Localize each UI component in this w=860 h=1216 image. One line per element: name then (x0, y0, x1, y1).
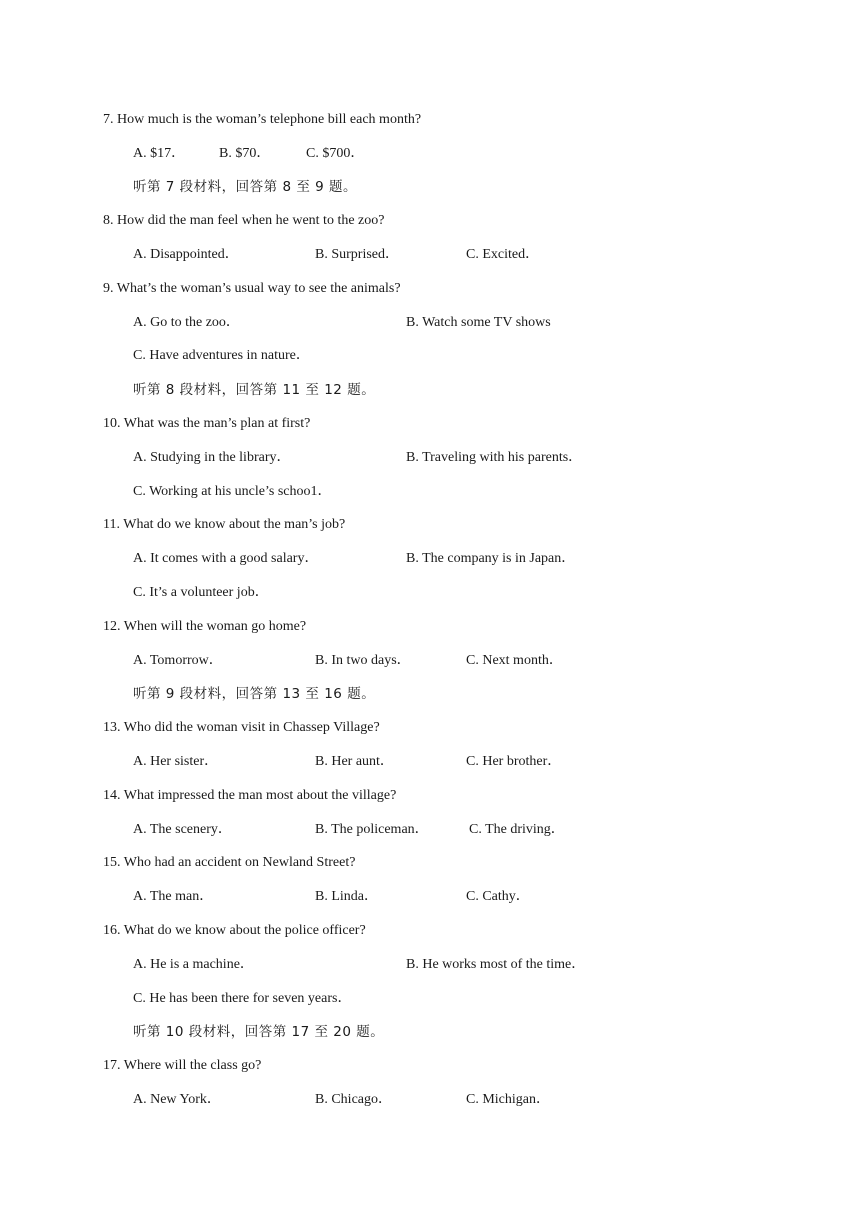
question-11-stem: 11. What do we know about the man’s job? (103, 517, 346, 532)
question-9-option-b: B. Watch some TV shows (406, 315, 551, 330)
question-11-option-a: A. It comes with a good salary． (133, 551, 319, 566)
question-17-option-a: A. New York． (133, 1092, 221, 1107)
section-10-instruction: 听第 10 段材料，回答第 17 至 20 题。 (133, 1024, 385, 1040)
question-11-option-b: B. The company is in Japan． (406, 551, 576, 566)
question-11-option-c: C. It’s a volunteer job． (133, 585, 269, 600)
question-7-option-c: C. $700． (306, 146, 365, 161)
question-9-option-a: A. Go to the zoo． (133, 315, 240, 330)
question-8-stem: 8. How did the man feel when he went to the zoo? (103, 213, 385, 228)
question-13-stem: 13. Who did the woman visit in Chassep Village? (103, 720, 380, 735)
question-16-stem: 16. What do we know about the police officer? (103, 923, 366, 938)
question-15-stem: 15. Who had an accident on Newland Street? (103, 855, 356, 870)
question-8-option-a: A. Disappointed． (133, 247, 239, 262)
section-7-instruction: 听第 7 段材料，回答第 8 至 9 题。 (133, 179, 358, 195)
question-14-option-c: C. The driving． (469, 822, 565, 837)
question-10-option-b: B. Traveling with his parents． (406, 450, 583, 465)
section-9-instruction: 听第 9 段材料，回答第 13 至 16 题。 (133, 686, 376, 702)
question-8-option-b: B. Surprised． (315, 247, 399, 262)
question-15-option-b: B. Linda． (315, 889, 378, 904)
question-15-option-a: A. The man． (133, 889, 214, 904)
question-15-option-c: C. Cathy． (466, 889, 530, 904)
question-10-stem: 10. What was the man’s plan at first? (103, 416, 311, 431)
question-16-option-a: A. He is a machine． (133, 957, 254, 972)
question-7-option-a: A. $17． (133, 146, 186, 161)
question-13-option-a: A. Her sister． (133, 754, 219, 769)
question-17-stem: 17. Where will the class go? (103, 1058, 262, 1073)
question-7-option-b: B. $70． (219, 146, 271, 161)
question-9-stem: 9. What’s the woman’s usual way to see the animals? (103, 281, 401, 296)
question-14-option-a: A. The scenery． (133, 822, 232, 837)
question-17-option-c: C. Michigan． (466, 1092, 550, 1107)
question-14-stem: 14. What impressed the man most about the village? (103, 788, 397, 803)
question-13-option-b: B. Her aunt． (315, 754, 394, 769)
question-12-stem: 12. When will the woman go home? (103, 619, 307, 634)
question-10-option-a: A. Studying in the library． (133, 450, 291, 465)
question-7-stem: 7. How much is the woman’s telephone bill each month? (103, 112, 422, 127)
question-8-option-c: C. Excited． (466, 247, 540, 262)
question-16-option-b: B. He works most of the time． (406, 957, 586, 972)
question-12-option-c: C. Next month． (466, 653, 563, 668)
question-9-option-c: C. Have adventures in nature． (133, 348, 310, 363)
question-17-option-b: B. Chicago． (315, 1092, 392, 1107)
section-8-instruction: 听第 8 段材料，回答第 11 至 12 题。 (133, 382, 376, 398)
question-12-option-b: B. In two days． (315, 653, 411, 668)
question-10-option-c: C. Working at his uncle’s schoo1． (133, 484, 332, 499)
question-13-option-c: C. Her brother． (466, 754, 562, 769)
question-14-option-b: B. The policeman． (315, 822, 429, 837)
question-16-option-c: C. He has been there for seven years． (133, 991, 352, 1006)
question-12-option-a: A. Tomorrow． (133, 653, 223, 668)
